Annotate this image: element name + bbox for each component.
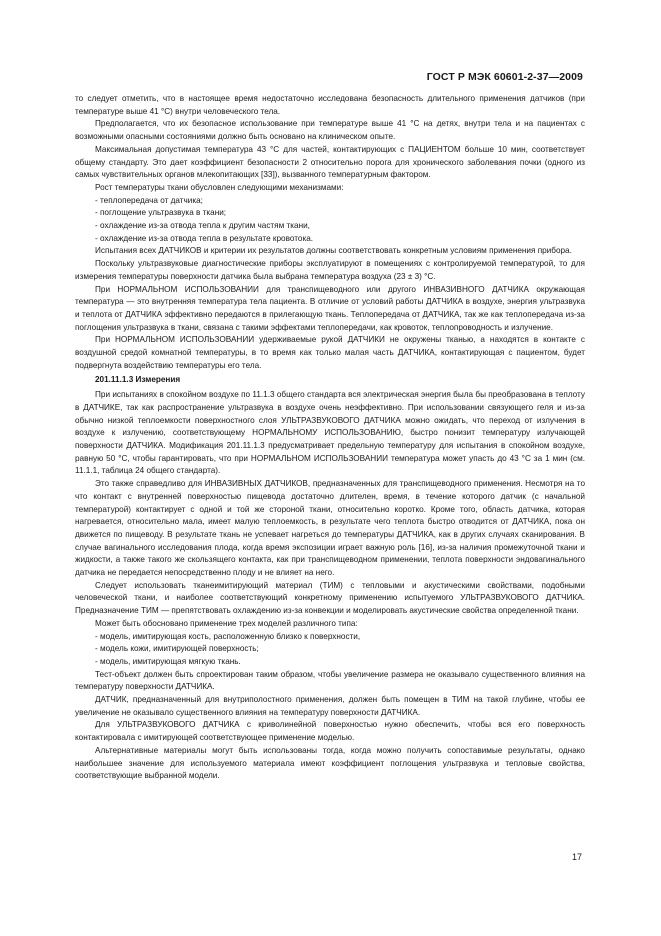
document-body bbox=[75, 93, 585, 783]
paragraph: Поскольку ультразвуковые диагностические приборы эксплуатируют в помещениях с контролируемой температурой, то для измерения температуры поверхности датчика была выбрана температура воздуха (23 ± 3) °С. bbox=[75, 259, 585, 281]
paragraph: Максимальная допустимая температура 43 °С для частей, контактирующих с ПАЦИЕНТОМ больше 10 мин, соответствует общему стандарту. Это дает коэффициент безопасности 2 относительно порога для хронического заболевания почки (одного из самых чувствительных органов млекопитающих [33]), вызванного температурным фактором. bbox=[75, 144, 585, 180]
paragraph: Может быть обосновано применение трех моделей различного типа: bbox=[95, 618, 358, 628]
list-item: - модель, имитирующая кость, расположенную близко к поверхности, bbox=[95, 631, 361, 641]
section-heading: 201.11.1.3 Измерения bbox=[95, 375, 181, 385]
paragraph: При НОРМАЛЬНОМ ИСПОЛЬЗОВАНИИ для транспищеводного или другого ИНВАЗИВНОГО ДАТЧИКА окружающая температура — это внутренняя температура тела пациента. В отличие от условий работы ДАТЧИКА в воздухе, энергия ультразвука и теплота от ДАТЧИКА эффективно передаются в прилегающую ткань. Теплопередача от ДАТЧИКА, так же как теплопередача из-за поглощения ультразвука в ткани, связана с такими эффектами теплопередачи, как кровоток, теплопроводность и излучение. bbox=[75, 284, 585, 332]
list-item: - модель, имитирующая мягкую ткань. bbox=[95, 656, 241, 666]
paragraph: Предполагается, что их безопасное использование при температуре выше 41 °С на детях, внутри тела и на пациентах с возможными опасными состояниями должно быть основано на клиническом опыте. bbox=[75, 119, 585, 142]
paragraph: Рост температуры ткани обусловлен следующими механизмами: bbox=[95, 182, 344, 192]
paragraph: При НОРМАЛЬНОМ ИСПОЛЬЗОВАНИИ удерживаемые рукой ДАТЧИКИ не окружены тканью, а находятся в контакте с воздушной средой комнатной температуры, в то время как только малая часть ДАТЧИКА, контактирующая с пациентом, будет подвергнута воздействию температуры его тела. bbox=[75, 335, 585, 370]
paragraph: Альтернативные материалы могут быть использованы тогда, когда можно получить сопоставимые результаты, однако наибольшее значение для используемого материала имеют коэффициент поглощения ультразвука и тепловые свойства, соответствующие выбранной модели. bbox=[75, 745, 585, 781]
paragraph: Это также справедливо для ИНВАЗИВНЫХ ДАТЧИКОВ, предназначенных для транспищеводного применения. Несмотря на то что контакт с внутренней поверхностью пищевода достаточно длителен, время, в течение которого датчик (с начальной температурой) контактирует с одной и той же стороной ткани, относительно коротко. Кроме того, область датчика, которая нагревается, относительно мала, имеет малую теплоемкость, в результате чего теплота быстро отводится от ДАТЧИКА, пока он движется по пищеводу. В результате ткань не успевает нагреться до температуры ДАТЧИКА, как в других случаях сканирования. В случае вагинального исследования плода, когда время экспозиции играет важную роль [16], из-за наличия промежуточной ткани и жидкости, а также такого же скользящего контакта, как при транспищеводном применении, теплота поверхности эндовагинального датчика не передается непосредственно плоду и не влияет на него. bbox=[75, 479, 585, 578]
standard-header: ГОСТ Р МЭК 60601-2-37—2009 bbox=[426, 71, 583, 83]
paragraph: то следует отметить, что в настоящее время недостаточно исследована безопасность длительного применения датчиков (при температуре выше 41 °С) внутри человеческого тела. bbox=[75, 94, 585, 116]
paragraph: Тест-объект должен быть спроектирован таким образом, чтобы увеличение размера не оказывало существенного влияния на температуру поверхности ДАТЧИКА. bbox=[75, 669, 585, 692]
paragraph: ДАТЧИК, предназначенный для внутриполостного применения, должен быть помещен в ТИМ на такой глубине, чтобы ее увеличение не оказывало существенного влияния на температуру поверхности ДАТЧИКА. bbox=[75, 695, 585, 717]
paragraph: Следует использовать тканеимитирующий материал (ТИМ) с тепловыми и акустическими свойствами, подобными человеческой ткани, и наиболее соответствующий конкретному применению испытуемого УЛЬТРАЗВУКОВОГО ДАТЧИКА. Предназначение ТИМ — препятствовать охлаждению из-за конвекции и моделировать акустические свойства определенной ткани. bbox=[75, 580, 585, 616]
list-item: - модель кожи, имитирующей поверхность; bbox=[95, 644, 259, 654]
paragraph: При испытаниях в спокойном воздухе по 11.1.3 общего стандарта вся электрическая энергия была бы преобразована в теплоту в ДАТЧИКЕ, так как распространение ультразвука в воздухе очень неэффективно. При использовании связующего геля и из-за обычно низкой теплоемкости поверхностного слоя УЛЬТРАЗВУКОВОГО ДАТЧИКА можно ожидать, что переход от излучения в воздухе к излучению, соответствующему НОРМАЛЬНОМУ ИСПОЛЬЗОВАНИЮ, быстро понизит температуру излучающей поверхности ДАТЧИКА. Модификация 201.11.1.3 предусматривает предельную температуру для испытания в спокойном воздухе, равную 50 °С, чтобы гарантировать, что при НОРМАЛЬНОМ ИСПОЛЬЗОВАНИИ температура может упасть до 43 °С за 1 мин (см. 11.1.1, таблица 24 общего стандарта). bbox=[75, 390, 585, 476]
paragraph: Испытания всех ДАТЧИКОВ и критерии их результатов должны соответствовать конкретным условиям применения прибора. bbox=[95, 246, 572, 256]
list-item: - поглощение ультразвука в ткани; bbox=[95, 208, 227, 218]
paragraph: Для УЛЬТРАЗВУКОВОГО ДАТЧИКА с криволинейной поверхностью нужно обеспечить, чтобы вся его поверхность контактировала с имитирующей соответствующее применение моделью. bbox=[75, 720, 585, 743]
list-item: - охлаждение из-за отвода тепла в результате кровотока. bbox=[95, 233, 314, 243]
list-item: - охлаждение из-за отвода тепла к другим частям ткани, bbox=[95, 221, 310, 231]
page-number: 17 bbox=[571, 852, 582, 862]
list-item: - теплопередача от датчика; bbox=[95, 195, 203, 205]
